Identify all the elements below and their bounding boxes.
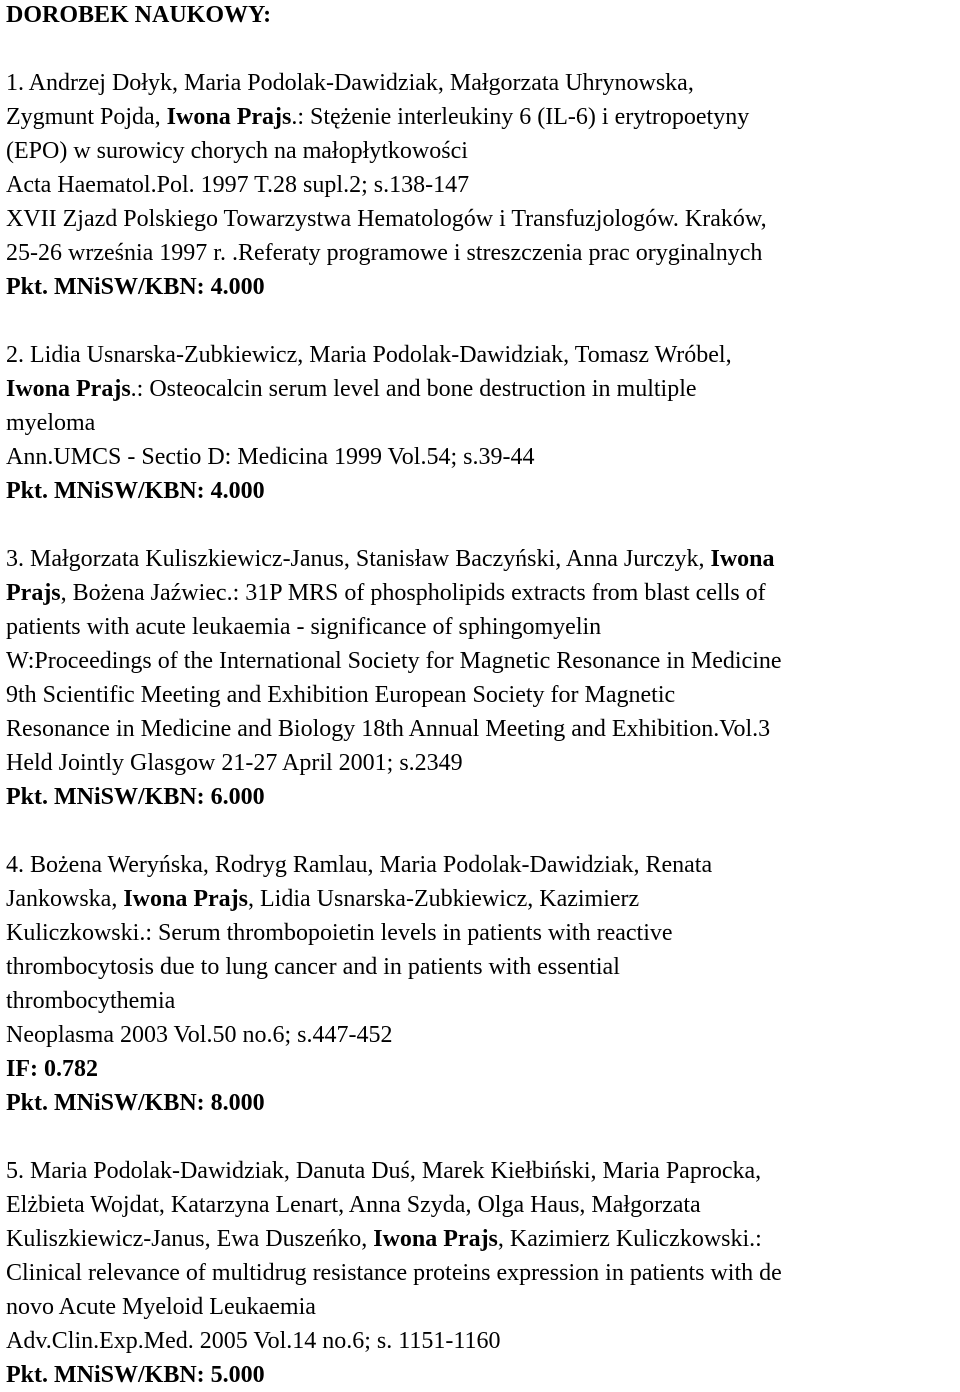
text-segment: Elżbieta Wojdat, Katarzyna Lenart, Anna Szyda, Olga Haus, Małgorzata	[6, 1192, 701, 1218]
text-segment: 4. Bożena Weryńska, Rodryg Ramlau, Maria Podolak-Dawidziak, Renata	[6, 852, 713, 878]
entry-line	[6, 66, 958, 100]
publication-entry	[6, 542, 958, 814]
entry-line	[6, 1324, 958, 1358]
text-segment: 5. Maria Podolak-Dawidziak, Danuta Duś, Marek Kiełbiński, Maria Paprocka,	[6, 1158, 762, 1184]
text-segment: Ann.UMCS - Sectio D: Medicina 1999 Vol.54; s.39-44	[6, 444, 535, 470]
text-segment: 2. Lidia Usnarska-Zubkiewicz, Maria Podolak-Dawidziak, Tomasz Wróbel,	[6, 342, 732, 368]
entry-line	[6, 406, 958, 440]
bold-text: Prajs	[6, 580, 61, 606]
entry-separator	[6, 814, 958, 848]
bold-text: Pkt. MNiSW/KBN: 8.000	[6, 1090, 265, 1116]
text-segment: Resonance in Medicine and Biology 18th Annual Meeting and Exhibition.Vol.3	[6, 716, 771, 742]
bold-text: IF: 0.782	[6, 1056, 98, 1082]
text-segment: Acta Haematol.Pol. 1997 T.28 supl.2; s.138-147	[6, 172, 470, 198]
bold-text: Iwona Prajs	[6, 376, 131, 402]
publication-entry	[6, 338, 958, 508]
text-segment: (EPO) w surowicy chorych na małopłytkowości	[6, 138, 468, 164]
entry-line	[6, 678, 958, 712]
text-segment: 1. Andrzej Dołyk, Maria Podolak-Dawidziak, Małgorzata Uhrynowska,	[6, 70, 694, 96]
entry-separator	[6, 1120, 958, 1154]
entry-line	[6, 1358, 958, 1392]
text-segment: 25-26 września 1997 r. .Referaty programowe i streszczenia prac oryginalnych	[6, 240, 763, 266]
text-segment: 9th Scientific Meeting and Exhibition European Society for Magnetic	[6, 682, 676, 708]
entry-line	[6, 610, 958, 644]
entry-line	[6, 270, 958, 304]
entry-line	[6, 1086, 958, 1120]
bold-text: Iwona Prajs	[373, 1226, 498, 1252]
entry-separator	[6, 304, 958, 338]
text-segment: Held Jointly Glasgow 21-27 April 2001; s.2349	[6, 750, 463, 776]
entry-line	[6, 1256, 958, 1290]
entry-line	[6, 338, 958, 372]
text-segment: myeloma	[6, 410, 96, 436]
text-segment: XVII Zjazd Polskiego Towarzystwa Hematologów i Transfuzjologów. Kraków,	[6, 206, 767, 232]
text-segment: Kuliczkowski.: Serum thrombopoietin levels in patients with reactive	[6, 920, 673, 946]
entry-line	[6, 1290, 958, 1324]
text-segment: Kuliszkiewicz-Janus, Ewa Duszeńko,	[6, 1226, 374, 1252]
bold-text: Pkt. MNiSW/KBN: 5.000	[6, 1362, 265, 1388]
entry-line	[6, 1052, 958, 1086]
bold-text: Pkt. MNiSW/KBN: 4.000	[6, 478, 265, 504]
entry-line	[6, 1018, 958, 1052]
text-segment: W:Proceedings of the International Society for Magnetic Resonance in Medicine	[6, 648, 782, 674]
text-segment: novo Acute Myeloid Leukaemia	[6, 1294, 316, 1320]
entry-line	[6, 882, 958, 916]
bold-text: Pkt. MNiSW/KBN: 4.000	[6, 274, 265, 300]
text-segment: Jankowska,	[6, 886, 124, 912]
publication-document	[6, 0, 958, 1392]
entry-line	[6, 746, 958, 780]
bold-text: Iwona Prajs	[123, 886, 248, 912]
entry-line	[6, 1188, 958, 1222]
entry-line	[6, 440, 958, 474]
entry-line	[6, 202, 958, 236]
entry-line	[6, 1222, 958, 1256]
text-segment: , Kazimierz Kuliczkowski.:	[497, 1226, 762, 1252]
page-title: DOROBEK NAUKOWY:	[6, 2, 272, 28]
bold-text: Iwona	[710, 546, 775, 572]
publication-list	[6, 66, 958, 1392]
entry-line	[6, 644, 958, 678]
entry-line	[6, 780, 958, 814]
text-segment: thrombocythemia	[6, 988, 176, 1014]
entry-line	[6, 916, 958, 950]
entry-line	[6, 576, 958, 610]
entry-line	[6, 984, 958, 1018]
text-segment: .: Osteocalcin serum level and bone destruction in multiple	[130, 376, 697, 402]
entry-line	[6, 950, 958, 984]
bold-text: Pkt. MNiSW/KBN: 6.000	[6, 784, 265, 810]
publication-entry	[6, 848, 958, 1120]
entry-line	[6, 236, 958, 270]
text-segment: , Lidia Usnarska-Zubkiewicz, Kazimierz	[248, 886, 640, 912]
text-segment: thrombocytosis due to lung cancer and in patients with essential	[6, 954, 620, 980]
entry-line	[6, 474, 958, 508]
entry-line	[6, 134, 958, 168]
text-segment: .: Stężenie interleukiny 6 (IL-6) i erytropoetyny	[291, 104, 750, 130]
text-segment: Zygmunt Pojda,	[6, 104, 167, 130]
entry-separator	[6, 508, 958, 542]
publication-entry	[6, 1154, 958, 1392]
text-segment: Neoplasma 2003 Vol.50 no.6; s.447-452	[6, 1022, 393, 1048]
entry-line	[6, 848, 958, 882]
text-segment: Clinical relevance of multidrug resistance proteins expression in patients with de	[6, 1260, 782, 1286]
entry-line	[6, 100, 958, 134]
text-segment: patients with acute leukaemia - significance of sphingomyelin	[6, 614, 602, 640]
entry-line	[6, 712, 958, 746]
entry-line	[6, 542, 958, 576]
text-segment: 3. Małgorzata Kuliszkiewicz-Janus, Stanisław Baczyński, Anna Jurczyk,	[6, 546, 711, 572]
entry-line	[6, 1154, 958, 1188]
publication-entry	[6, 66, 958, 304]
text-segment: , Bożena Jaźwiec.: 31P MRS of phospholipids extracts from blast cells of	[60, 580, 766, 606]
entry-line	[6, 168, 958, 202]
text-segment: Adv.Clin.Exp.Med. 2005 Vol.14 no.6; s. 1151-1160	[6, 1328, 501, 1354]
entry-line	[6, 372, 958, 406]
bold-text: Iwona Prajs	[166, 104, 292, 130]
